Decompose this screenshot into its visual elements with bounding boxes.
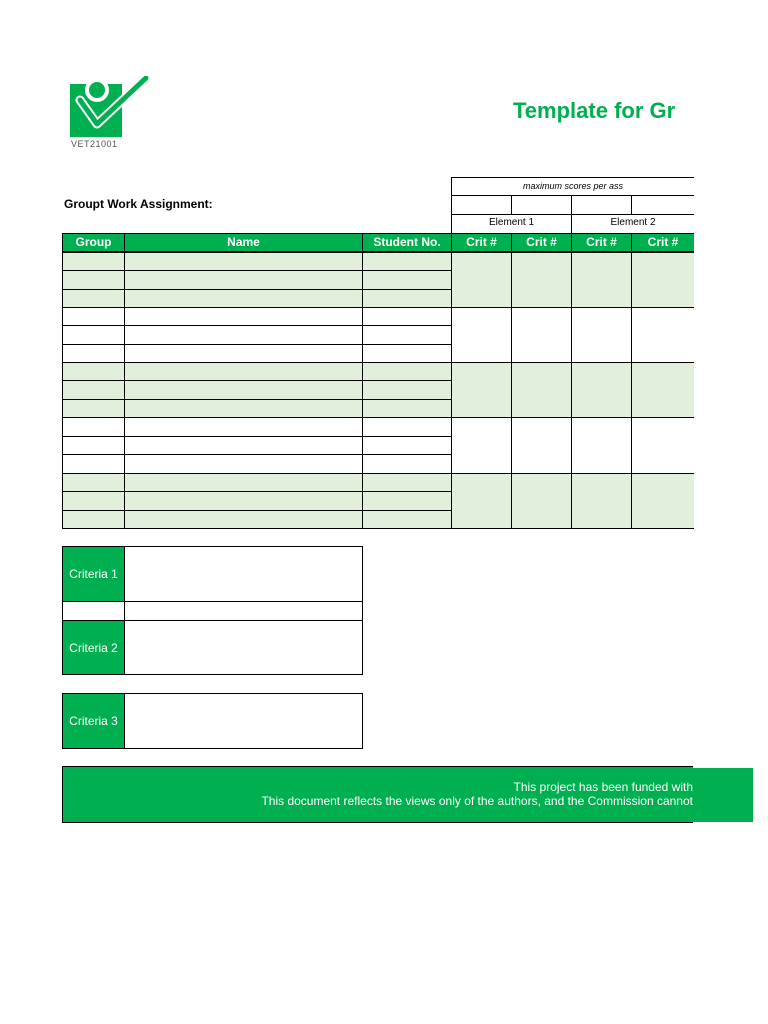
group-cell[interactable] (62, 510, 125, 529)
crit-score-cell[interactable] (451, 252, 512, 308)
group-cell[interactable] (62, 454, 125, 474)
criteria-2-label: Criteria 2 (62, 620, 125, 675)
group-cell[interactable] (62, 362, 125, 381)
group-cell[interactable] (62, 436, 125, 455)
name-cell[interactable] (124, 270, 363, 290)
student-no-cell[interactable] (362, 252, 452, 271)
name-cell[interactable] (124, 436, 363, 455)
student-no-cell[interactable] (362, 344, 452, 363)
name-cell[interactable] (124, 307, 363, 326)
student-no-cell[interactable] (362, 417, 452, 437)
crit-column-header: Crit # (571, 233, 632, 252)
group-cell[interactable] (62, 289, 125, 308)
name-cell[interactable] (124, 325, 363, 345)
page-title: Template for Gr (513, 98, 676, 123)
student-no-cell[interactable] (362, 325, 452, 345)
crit-score-cell[interactable] (631, 362, 694, 418)
crit-score-cell[interactable] (571, 307, 632, 363)
crit-score-cell[interactable] (571, 252, 632, 308)
spacer-cell (124, 601, 363, 621)
element-2-header: Element 2 (571, 214, 694, 234)
group-cell[interactable] (62, 399, 125, 418)
group-cell[interactable] (62, 417, 125, 437)
student-no-cell[interactable] (362, 491, 452, 511)
name-cell[interactable] (124, 252, 363, 271)
spacer-cell (62, 601, 125, 621)
group-cell[interactable] (62, 325, 125, 345)
crit-score-cell[interactable] (451, 417, 512, 474)
score-cell (451, 195, 512, 215)
name-cell[interactable] (124, 510, 363, 529)
crit-column-header: Crit # (511, 233, 572, 252)
group-cell[interactable] (62, 473, 125, 492)
funding-line-2: This document reflects the views only of the authors, and the Commission cannot (261, 794, 693, 808)
student-no-cell[interactable] (362, 270, 452, 290)
group-cell[interactable] (62, 270, 125, 290)
score-cell (571, 195, 632, 215)
group-cell[interactable] (62, 252, 125, 271)
logo-caption: VET21001 (71, 139, 118, 149)
student-no-cell[interactable] (362, 454, 452, 474)
crit-score-cell[interactable] (511, 417, 572, 474)
group-cell[interactable] (62, 344, 125, 363)
criteria-2-description[interactable] (124, 620, 363, 675)
student-no-cell[interactable] (362, 289, 452, 308)
name-cell[interactable] (124, 454, 363, 474)
crit-column-header: Crit # (631, 233, 694, 252)
group-cell[interactable] (62, 380, 125, 400)
score-cell (631, 195, 694, 215)
group-cell[interactable] (62, 491, 125, 511)
criteria-1-description[interactable] (124, 546, 363, 602)
student-no-cell[interactable] (362, 362, 452, 381)
name-cell[interactable] (124, 399, 363, 418)
group-cell[interactable] (62, 307, 125, 326)
element-1-header: Element 1 (451, 214, 572, 234)
name-cell[interactable] (124, 362, 363, 381)
crit-score-cell[interactable] (571, 473, 632, 529)
crit-score-cell[interactable] (631, 307, 694, 363)
assignment-label: Groupt Work Assignment: (64, 197, 213, 211)
crit-score-cell[interactable] (511, 252, 572, 308)
name-cell[interactable] (124, 417, 363, 437)
name-column-header: Name (124, 233, 363, 252)
criteria-3-description[interactable] (124, 693, 363, 749)
name-cell[interactable] (124, 473, 363, 492)
student-no-cell[interactable] (362, 307, 452, 326)
name-cell[interactable] (124, 289, 363, 308)
max-scores-header: maximum scores per ass (451, 177, 694, 196)
funding-line-1: This project has been funded with (513, 780, 693, 794)
criteria-3-label: Criteria 3 (62, 693, 125, 749)
student-no-cell[interactable] (362, 380, 452, 400)
crit-score-cell[interactable] (511, 307, 572, 363)
funding-banner-extension (693, 768, 753, 822)
student-no-cell[interactable] (362, 399, 452, 418)
student-no-cell[interactable] (362, 473, 452, 492)
name-cell[interactable] (124, 491, 363, 511)
crit-score-cell[interactable] (631, 417, 694, 474)
crit-score-cell[interactable] (571, 417, 632, 474)
crit-score-cell[interactable] (451, 473, 512, 529)
crit-score-cell[interactable] (511, 362, 572, 418)
student-no-cell[interactable] (362, 510, 452, 529)
name-cell[interactable] (124, 380, 363, 400)
crit-score-cell[interactable] (571, 362, 632, 418)
student-no-cell[interactable] (362, 436, 452, 455)
crit-score-cell[interactable] (631, 473, 694, 529)
student-no-column-header: Student No. (362, 233, 452, 252)
crit-score-cell[interactable] (451, 307, 512, 363)
score-cell (511, 195, 572, 215)
crit-column-header: Crit # (451, 233, 512, 252)
group-column-header: Group (62, 233, 125, 252)
crit-score-cell[interactable] (631, 252, 694, 308)
name-cell[interactable] (124, 344, 363, 363)
criteria-1-label: Criteria 1 (62, 546, 125, 602)
crit-score-cell[interactable] (451, 362, 512, 418)
crit-score-cell[interactable] (511, 473, 572, 529)
logo-icon (70, 76, 150, 138)
funding-banner (62, 766, 693, 823)
